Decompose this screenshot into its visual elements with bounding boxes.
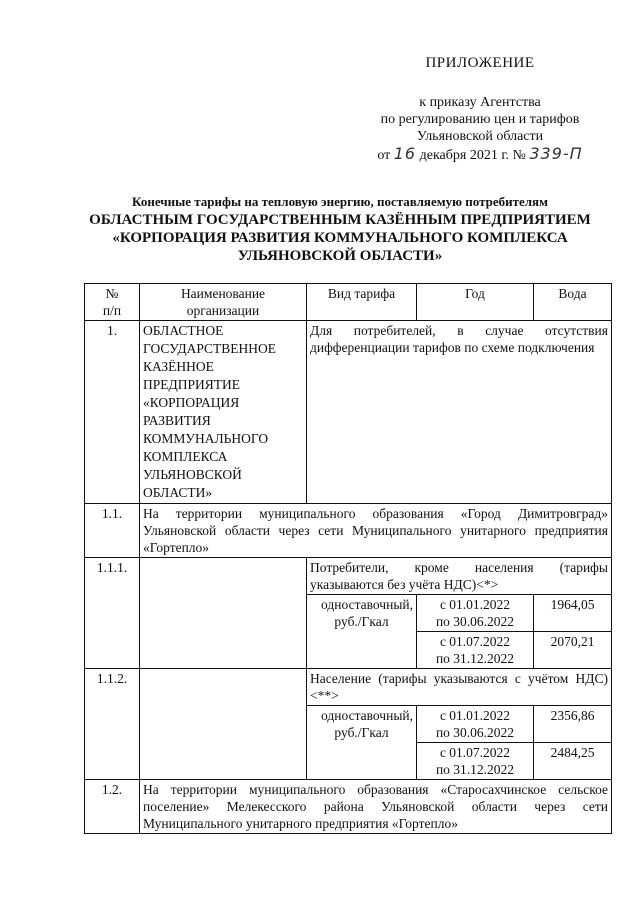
tariff-value: 2356,86 (534, 706, 612, 743)
header-tariff-type: Вид тарифа (307, 284, 417, 321)
tariff-value: 2484,25 (534, 743, 612, 780)
table-row (85, 780, 612, 834)
tariff-period: с 01.01.2022 по 30.06.2022 (417, 706, 534, 743)
tariff-value: 1964,05 (534, 595, 612, 632)
row-description: Население (тарифы указываются с учётом НДС) <**> (307, 669, 612, 706)
row-number: 1.1.1. (85, 558, 140, 669)
row-description: На территории муниципального образования «Старосахчинское сельское поселение» Мелекесского района Ульяновской области через сети Муниципального унитарного предприятия «Гортепло» (140, 780, 612, 834)
tariff-period: с 01.07.2022 по 31.12.2022 (417, 632, 534, 669)
header-water: Вода (534, 284, 612, 321)
tariff-type: одноставочный, руб./Гкал (307, 706, 417, 780)
header-line-3: Ульяновской области (416, 129, 544, 144)
table-row (85, 321, 612, 504)
tariff-value: 2070,21 (534, 632, 612, 669)
tariff-table (84, 283, 612, 834)
date-prefix: от (377, 148, 391, 163)
row-description: Потребители, кроме населения (тарифы указываются без учёта НДС)<*> (307, 558, 612, 595)
tariff-period: с 01.07.2022 по 31.12.2022 (417, 743, 534, 780)
header-num: № п/п (85, 284, 140, 321)
table-row (85, 669, 612, 706)
row-number: 1.1.2. (85, 669, 140, 780)
empty-cell (140, 669, 307, 780)
document-header (340, 55, 620, 164)
date-rest: декабря 2021 г. № (419, 148, 526, 163)
empty-cell (140, 558, 307, 669)
row-description: На территории муниципального образования «Город Димитровград» Ульяновской области через сети Муниципального унитарного предприятия «Гортепло» (140, 504, 612, 558)
title-line-2: ОБЛАСТНЫМ ГОСУДАРСТВЕННЫМ КАЗЁННЫМ ПРЕДПРИЯТИЕМ (89, 212, 591, 228)
organization-name: ОБЛАСТНОЕ ГОСУДАРСТВЕННОЕ КАЗЁННОЕ ПРЕДПРИЯТИЕ «КОРПОРАЦИЯ РАЗВИТИЯ КОММУНАЛЬНОГО КОМПЛЕКСА УЛЬЯНОВСКОЙ ОБЛАСТИ» (140, 321, 307, 504)
title-line-3: «КОРПОРАЦИЯ РАЗВИТИЯ КОММУНАЛЬНОГО КОМПЛЕКСА (112, 230, 568, 246)
date-day-handwritten: 16 (393, 144, 417, 163)
table-row (85, 558, 612, 595)
title-line-1: Конечные тарифы на тепловую энергию, поставляемую потребителям (132, 194, 548, 209)
header-line-2: по регулированию цен и тарифов (380, 112, 580, 127)
row-number: 1.1. (85, 504, 140, 558)
order-number-handwritten: 339-П (529, 144, 583, 163)
header-organization: Наименование организации (140, 284, 307, 321)
row-number: 1. (85, 321, 140, 504)
appendix-label: ПРИЛОЖЕНИЕ (425, 55, 535, 71)
table-row (85, 504, 612, 558)
order-date-line (340, 145, 620, 164)
title-line-4: УЛЬЯНОВСКОЙ ОБЛАСТИ» (237, 248, 443, 264)
row-number: 1.2. (85, 780, 140, 834)
header-line-1: к приказу Агентства (419, 95, 541, 110)
tariff-period: с 01.01.2022 по 30.06.2022 (417, 595, 534, 632)
table-header-row (85, 284, 612, 321)
header-year: Год (417, 284, 534, 321)
row-description: Для потребителей, в случае отсутствия дифференциации тарифов по схеме подключения (307, 321, 612, 504)
document-title (60, 193, 620, 265)
tariff-type: одноставочный, руб./Гкал (307, 595, 417, 669)
